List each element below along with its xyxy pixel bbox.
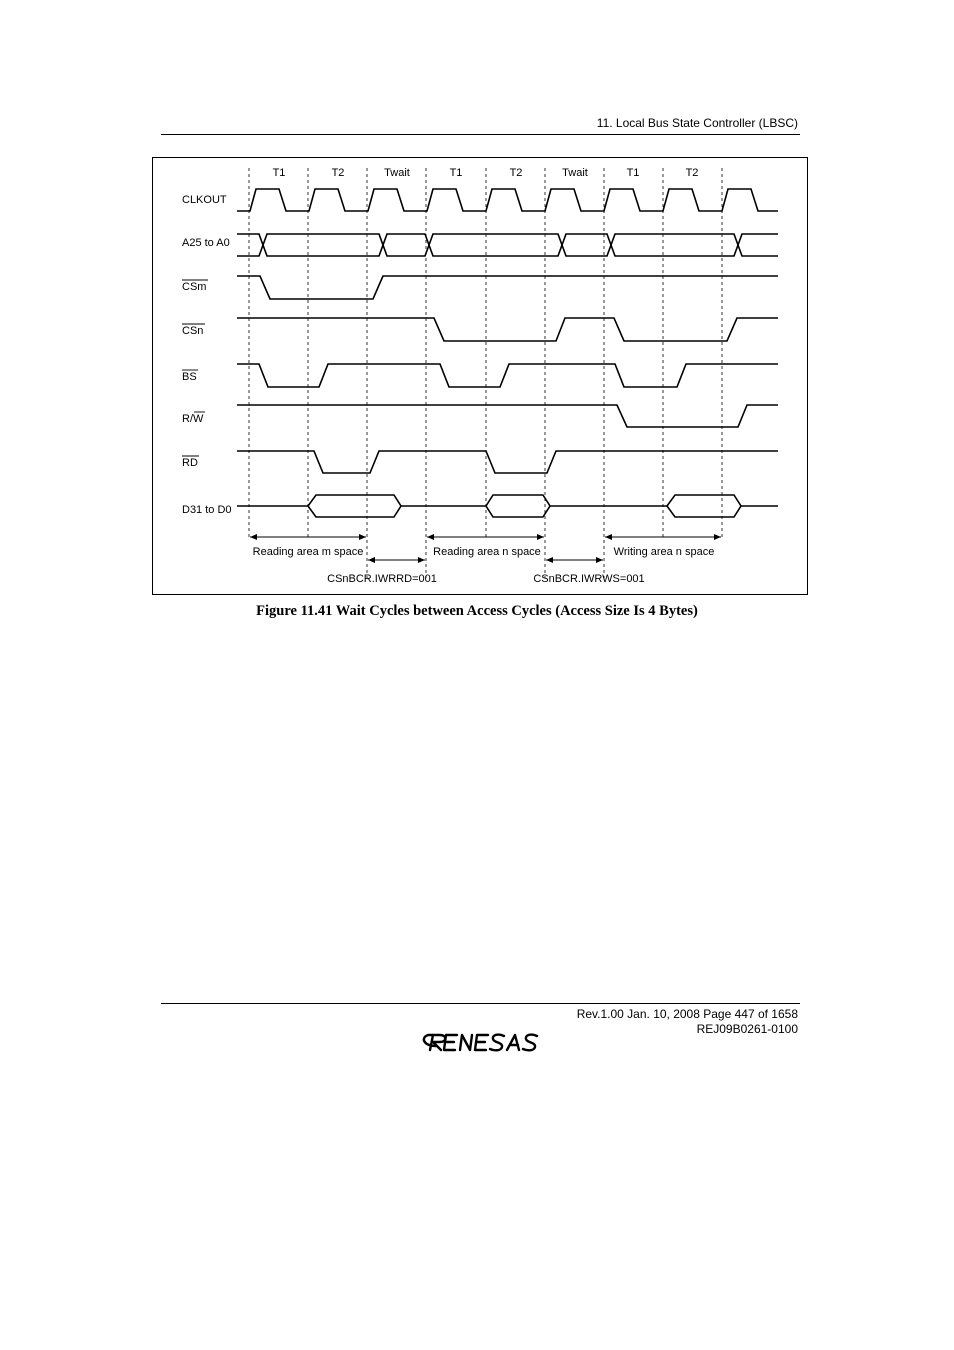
register-label-iwrws: CSnBCR.IWRWS=001: [533, 573, 645, 585]
figure-caption: Figure 11.41 Wait Cycles between Access Cycles (Access Size Is 4 Bytes): [256, 603, 698, 619]
clkout-waveform: [237, 189, 778, 211]
data-bus-waveform: [237, 495, 778, 517]
signal-label-rw: [182, 413, 204, 425]
signal-label-clkout: CLKOUT: [182, 194, 227, 206]
signal-label-rw-write: W: [193, 413, 204, 425]
footer-rule: [161, 1003, 800, 1004]
signal-label-rw-read: R/: [182, 413, 193, 425]
signal-label-data: D31 to D0: [182, 504, 232, 516]
span-label-write-n: Writing area n space: [613, 546, 715, 558]
footer-revision: Rev.1.00 Jan. 10, 2008 Page 447 of 1658: [576, 1007, 798, 1021]
csm-waveform: [237, 276, 778, 299]
cycle-label-1: T1: [272, 167, 286, 179]
cycle-label-3: Twait: [384, 167, 410, 179]
renesas-logo: [424, 1035, 537, 1051]
bs-waveform: [237, 364, 778, 387]
csn-waveform: [237, 318, 778, 341]
cycle-label-5: T2: [509, 167, 523, 179]
signal-label-csn: CSn: [182, 325, 204, 337]
running-header: 11. Local Bus State Controller (LBSC): [596, 116, 798, 130]
cycle-label-6: Twait: [562, 167, 588, 179]
signal-label-csm: CSm: [182, 281, 207, 293]
address-bus-waveform: [237, 234, 778, 256]
span-label-read-m: Reading area m space: [252, 546, 364, 558]
footer-doc-number: REJ09B0261-0100: [696, 1022, 798, 1036]
cycle-label-7: T1: [626, 167, 640, 179]
cycle-label-8: T2: [685, 167, 699, 179]
register-label-iwrrd: CSnBCR.IWRRD=001: [327, 573, 437, 585]
rw-waveform: [237, 405, 778, 427]
cycle-label-2: T2: [331, 167, 345, 179]
signal-label-address: A25 to A0: [182, 237, 230, 249]
rd-waveform: [237, 451, 778, 473]
signal-label-rd: RD: [182, 457, 198, 469]
span-label-read-n: Reading area n space: [433, 546, 541, 558]
signal-label-bs: BS: [182, 371, 197, 383]
cycle-label-4: T1: [449, 167, 463, 179]
